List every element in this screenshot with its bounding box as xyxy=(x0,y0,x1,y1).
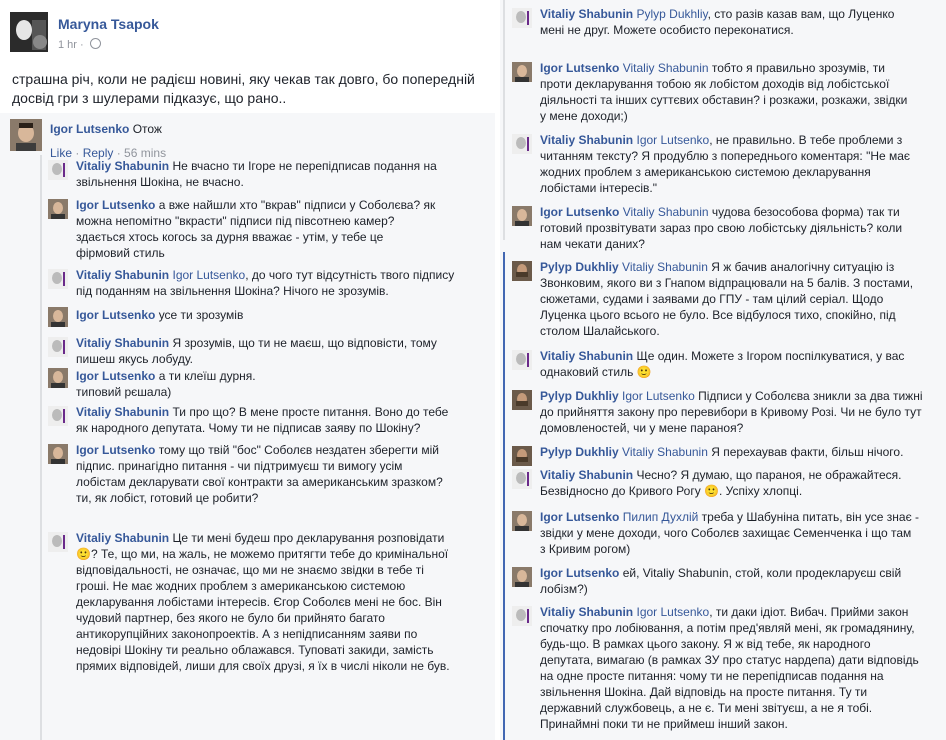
comment-time[interactable]: 56 mins xyxy=(124,146,167,160)
avatar-photo-icon xyxy=(512,567,532,587)
reply-author[interactable]: Vitaliy Shabunin xyxy=(76,531,170,545)
commenter-avatar[interactable] xyxy=(48,532,68,552)
reply-body xyxy=(76,267,456,299)
reply-body xyxy=(540,444,930,460)
commenter-avatar[interactable] xyxy=(512,350,532,370)
reply-mention[interactable]: Igor Lutsenko xyxy=(636,605,710,619)
avatar-photo-icon xyxy=(512,350,532,370)
avatar-photo-icon xyxy=(512,261,532,281)
reply-body xyxy=(540,565,920,597)
avatar-photo-icon xyxy=(512,606,532,626)
reply-body xyxy=(76,442,446,506)
reply-text: , сто разів казав вам, що Луценко мені не друг. Можете особисто переконатися. xyxy=(540,7,895,37)
reply-body xyxy=(540,6,910,38)
commenter-avatar[interactable] xyxy=(10,119,42,151)
reply-text: усе ти зрозумів xyxy=(158,308,244,322)
reply-text: , до чого тут відсутність твого підпису під поданням на звільнення Шокіна? Нічого не зрозумів. xyxy=(76,268,455,298)
reply-author[interactable]: Vitaliy Shabunin xyxy=(76,405,170,419)
avatar-photo-icon xyxy=(512,134,532,154)
reply-text: Ще один. Можете з Ігором поспілкуватися, у вас однаковий стиль 🙂 xyxy=(540,349,905,379)
avatar-photo-icon xyxy=(10,12,48,52)
commenter-avatar[interactable] xyxy=(48,199,68,219)
post-timestamp[interactable]: 1 hr · xyxy=(58,38,101,51)
reply-author[interactable]: Pylyp Dukhliy xyxy=(540,260,619,274)
reply-text: Чесно? Я думаю, що параноя, не ображайтеся. Безвідносно до Кривого Рогу 🙂. Успіху хлопці. xyxy=(540,468,902,498)
reply-text: Не вчасно ти Ігоре не перепідписав подання на звільнення Шокіна, не вчасно. xyxy=(76,159,437,189)
reply-thread-line xyxy=(503,0,505,240)
reply-author[interactable]: Vitaliy Shabunin xyxy=(76,268,170,282)
reply-text: Я зрозумів, що ти не маєш, що відповісти, тому пишеш якусь лобуду. xyxy=(76,336,437,366)
reply-text: ей, Vitaliy Shabunin, стой, коли продекларуєш свій лобізм?) xyxy=(540,566,902,596)
reply-text: Це ти мені будеш про декларування розповідати 🙂? Те, що ми, на жаль, не можемо притягти тебе до кримінальної відповідальності, не означає, що ми не знаємо звідки в тебе ті гроші. Не має жодних проблем з американською системою декларування лобістами інтересів. Єгор Соболєв мені не бос. Він чудовий партнер, без якого не було би прийнято багато антикорупційних законопроектів. А з непідписанням заяви по недовірі Шокіну ти реально облажався. Туповаті закиди, замість прямих відповідей, лиши для своїх друзі, я їх в числі ніколи не був. xyxy=(76,531,450,673)
reply-body xyxy=(540,348,910,380)
reply-text: тобто я правильно зрозумів, ти проти декларування тобою як лобістом доходів від лобістської діяльності та інших суттєвих обставин? і розкажи, розкажи, звідки у мене доходи;) xyxy=(540,61,908,123)
reply-mention[interactable]: Igor Lutsenko xyxy=(636,133,710,147)
reply-mention[interactable]: Vitaliy Shabunin xyxy=(622,61,709,75)
post-time-text: 1 hr xyxy=(58,39,77,51)
reply-body xyxy=(540,60,910,124)
commenter-avatar[interactable] xyxy=(48,368,68,388)
reply-mention[interactable]: Igor Lutsenko xyxy=(172,268,246,282)
commenter-avatar[interactable] xyxy=(512,8,532,28)
reply-text: тому що твій "бос" Соболєв нездатен зберегти мій підпис. принагідно питання - чи підтримуєш ти вимогу усім лобістам декларувати свої контракти за американським зразком? ти, як лобіст, готовий це робити? xyxy=(76,443,443,505)
commenter-avatar[interactable] xyxy=(512,62,532,82)
commenter-avatar[interactable] xyxy=(48,406,68,426)
reply-author[interactable]: Igor Lutsenko xyxy=(76,443,156,457)
reply-body xyxy=(76,335,446,367)
commenter-avatar[interactable] xyxy=(48,160,68,180)
reply-thread-line-highlight xyxy=(503,252,505,740)
avatar-photo-icon xyxy=(512,206,532,226)
post-author-avatar[interactable] xyxy=(10,12,48,52)
reply-body xyxy=(540,509,920,557)
reply-text: а вже найшли хто "вкрав" підписи у Соболєва? як можна непомітно "вкрасти" підписи під півсотнею камер? здається хтось когось за дурня вважає - утім, у тебе це фірмовий стиль xyxy=(76,198,436,260)
avatar-photo-icon xyxy=(48,532,68,552)
reply-body xyxy=(540,467,920,499)
reply-author[interactable]: Igor Lutsenko xyxy=(540,205,620,219)
avatar-photo-icon xyxy=(48,368,68,388)
reply-author[interactable]: Vitaliy Shabunin xyxy=(540,605,634,619)
reply-body xyxy=(76,158,476,190)
avatar-photo-icon xyxy=(48,199,68,219)
globe-icon xyxy=(90,38,101,49)
reply-author[interactable]: Vitaliy Shabunin xyxy=(540,7,634,21)
reply-author[interactable]: Igor Lutsenko xyxy=(76,198,156,212)
avatar-photo-icon xyxy=(512,469,532,489)
avatar-photo-icon xyxy=(512,390,532,410)
reply-mention[interactable]: Igor Lutsenko xyxy=(622,389,695,403)
avatar-photo-icon xyxy=(512,62,532,82)
commenter-avatar[interactable] xyxy=(512,469,532,489)
reply-mention[interactable]: Пилип Духлій xyxy=(622,510,699,524)
reply-author[interactable]: Vitaliy Shabunin xyxy=(540,133,634,147)
avatar-photo-icon xyxy=(48,307,68,327)
reply-body xyxy=(540,388,930,436)
reply-author[interactable]: Vitaliy Shabunin xyxy=(76,336,170,350)
commenter-avatar[interactable] xyxy=(512,261,532,281)
commenter-avatar[interactable] xyxy=(512,206,532,226)
reply-author[interactable]: Vitaliy Shabunin xyxy=(540,349,634,363)
reply-text: Я перехаував факти, більш нічого. xyxy=(711,445,904,459)
commenter-avatar[interactable] xyxy=(512,606,532,626)
reply-text: , ти даки ідіот. Вибач. Прийми закон спочатку про лобіювання, а потім пред'являй мені, як громадянину, будь-що. В рамках цього закону. Я ж від тебе, як народного депутата, вимагаю (в рамках ЗУ про статус нардепа) дати відповідь на одне просте питання: чому ти не перепідписав подання на звільнення Шокіна. Дай відповідь на просте питання. Ту ти державний службовець, а не є. Ти мені звітуєш, а не я тобі. Принаймні поки ти не приймеш інший закон. xyxy=(540,605,919,731)
reply-author[interactable]: Vitaliy Shabunin xyxy=(76,159,170,173)
reply-author[interactable]: Igor Lutsenko xyxy=(540,510,620,524)
reply-text: Я ж бачив аналогічну ситуацію із Звонковим, якого ви з Гнапом відпрацювали на 5 балів. З постами, сюжетами, судами і заявами до ГПУ - там цілий серіал. Щодо Луценка цього всього не було. Все відбулося тихо, спокійно, під столом Шалайського. xyxy=(540,260,914,338)
reply-author[interactable]: Vitaliy Shabunin xyxy=(540,468,634,482)
post-header xyxy=(0,0,495,113)
reply-author[interactable]: Pylyp Dukhliy xyxy=(540,445,619,459)
reply-link[interactable]: Reply xyxy=(82,146,114,160)
reply-body xyxy=(76,530,456,674)
commenter-avatar[interactable] xyxy=(512,567,532,587)
comment-author[interactable]: Igor Lutsenko xyxy=(50,122,130,136)
reply-mention[interactable]: Vitaliy Shabunin xyxy=(622,445,708,459)
avatar-photo-icon xyxy=(48,406,68,426)
post-text: страшна річ, коли не радієш новині, яку чекав так довго, бо попередній досвід гри з шулерами підказує, що рано.. xyxy=(12,71,475,106)
reply-mention[interactable]: Vitaliy Shabunin xyxy=(622,205,709,219)
reply-text: треба у Шабуніна питать, він усе знає - звідки у мене доходи, чого Соболєв захищає Семенченка і що там з Кривим рогом) xyxy=(540,510,920,556)
comment-body xyxy=(50,121,480,137)
avatar-photo-icon xyxy=(48,160,68,180)
like-link[interactable]: Like xyxy=(50,146,73,160)
commenter-avatar[interactable] xyxy=(48,269,68,289)
comment-meta: Like · Reply · 56 mins xyxy=(50,146,167,160)
reply-body xyxy=(76,307,476,323)
reply-text: Ти про що? В мене просте питання. Воно до тебе як народного депутата. Чому ти не підписав заяву по Шокіну? xyxy=(76,405,449,435)
reply-mention[interactable]: Pylyp Dukhliy xyxy=(636,7,708,21)
commenter-avatar[interactable] xyxy=(512,390,532,410)
comments-section xyxy=(0,113,495,740)
avatar-photo-icon xyxy=(512,511,532,531)
reply-body xyxy=(540,259,920,339)
avatar-photo-icon xyxy=(48,269,68,289)
reply-body xyxy=(76,404,456,436)
reply-body xyxy=(76,368,266,400)
commenter-avatar[interactable] xyxy=(48,444,68,464)
right-column xyxy=(500,0,946,740)
commenter-avatar[interactable] xyxy=(512,446,532,466)
reply-author[interactable]: Igor Lutsenko xyxy=(76,308,156,322)
reply-author[interactable]: Igor Lutsenko xyxy=(540,566,620,580)
reply-author[interactable]: Pylyp Dukhliy xyxy=(540,389,619,403)
reply-thread-line xyxy=(40,155,42,740)
reply-text: чудова безособова форма) так ти готовий прозвітувати зараз про свою лобістську діяльність? коли нам чекати даних? xyxy=(540,205,903,251)
avatar-photo-icon xyxy=(48,444,68,464)
reply-text: а ти клеїш дурня. типовий рєшала) xyxy=(76,369,256,399)
reply-body xyxy=(540,604,922,732)
reply-author[interactable]: Igor Lutsenko xyxy=(540,61,620,75)
commenter-avatar[interactable] xyxy=(512,511,532,531)
reply-text: , не правильно. В тебе проблеми з читанням тексту? Я продублю з попереднього коментаря: "Не має жодних проблем з американською системою декларування лобістами інтересів." xyxy=(540,133,911,195)
commenter-avatar[interactable] xyxy=(48,337,68,357)
reply-body xyxy=(76,197,436,261)
top-comment xyxy=(10,119,490,159)
reply-mention[interactable]: Vitaliy Shabunin xyxy=(622,260,708,274)
reply-text: Підписи у Соболєва зникли за два тижні до прийняття закону про перевибори в Кривому Розі. Чи не було тут домовленостей, чи у мене параноя? xyxy=(540,389,923,435)
commenter-avatar[interactable] xyxy=(512,134,532,154)
avatar-photo-icon xyxy=(10,119,42,151)
comment-text: Отож xyxy=(132,122,162,136)
reply-author[interactable]: Igor Lutsenko xyxy=(76,369,156,383)
reply-body xyxy=(540,204,920,252)
avatar-photo-icon xyxy=(512,446,532,466)
avatar-photo-icon xyxy=(48,337,68,357)
avatar-photo-icon xyxy=(512,8,532,28)
commenter-avatar[interactable] xyxy=(48,307,68,327)
post-author-name[interactable]: Maryna Tsapok xyxy=(58,16,159,32)
reply-body xyxy=(540,132,920,196)
